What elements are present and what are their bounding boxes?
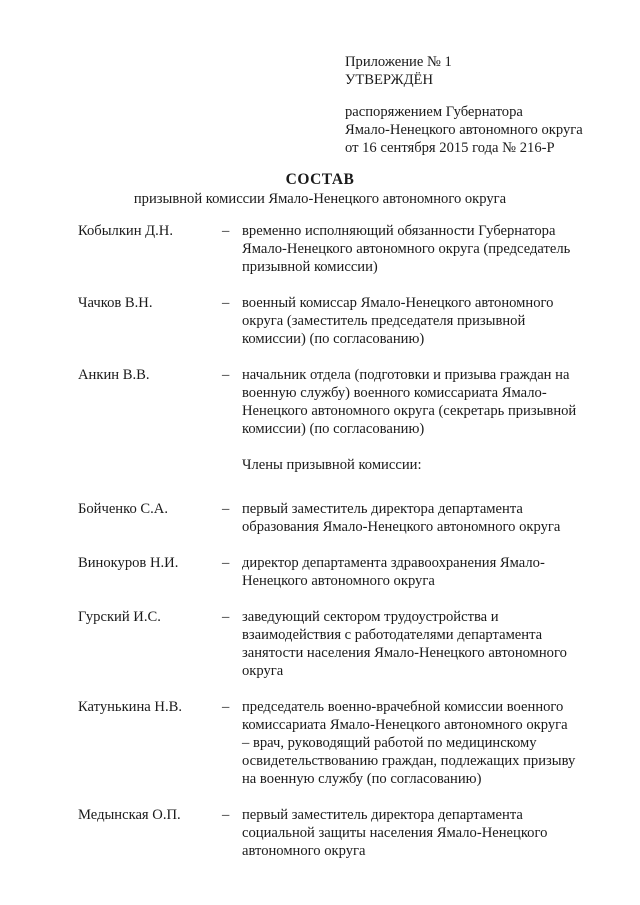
member-role: председатель военно-врачебной комиссии военного комиссариата Ямало-Ненецкого автономного округа – врач, руководящий работой по медицинскому освидетельствованию граждан, подлежащих призыву на военную службу (по согласованию) [242, 699, 576, 787]
approval-block [345, 53, 635, 157]
member-row [78, 698, 626, 788]
commission-list [78, 222, 626, 878]
member-role: временно исполняющий обязанности Губернатора Ямало-Ненецкого автономного округа (председатель призывной комиссии) [242, 223, 571, 275]
member-row [78, 366, 626, 438]
member-role: первый заместитель директора департамента социальной защиты населения Ямало-Ненецкого автономного округа [242, 807, 548, 859]
member-name: Медынская О.П. [78, 807, 181, 823]
member-row [78, 294, 626, 348]
title-heading: СОСТАВ [285, 171, 355, 188]
member-row [78, 806, 626, 860]
order-line-2: Ямало-Ненецкого автономного округа [345, 122, 583, 138]
member-role: военный комиссар Ямало-Ненецкого автономного округа (заместитель председателя призывной комиссии) (по согласованию) [242, 295, 554, 347]
member-role: начальник отдела (подготовки и призыва граждан на военную службу) военного комиссариата Ямало- Ненецкого автономного округа (секретарь призывной комиссии) (по согласованию) [242, 367, 577, 437]
order-line-3: от 16 сентября 2015 года № 216-Р [345, 140, 555, 156]
dash-separator: – [222, 367, 230, 383]
approved-stamp-text: УТВЕРЖДЁН [345, 72, 433, 88]
member-row [78, 222, 626, 276]
member-row [78, 608, 626, 680]
member-name: Анкин В.В. [78, 367, 150, 383]
title-subheading: призывной комиссии Ямало-Ненецкого автономного округа [133, 191, 507, 207]
dash-separator: – [222, 501, 230, 517]
members-section-heading: Члены призывной комиссии: [242, 457, 422, 473]
dash-separator: – [222, 223, 230, 239]
member-name: Гурский И.С. [78, 609, 161, 625]
member-role: заведующий сектором трудоустройства и взаимодействия с работодателями департамента занятости населения Ямало-Ненецкого автономного округа [242, 609, 567, 679]
member-role: директор департамента здравоохранения Ямало- Ненецкого автономного округа [242, 555, 545, 589]
order-line-1: распоряжением Губернатора [345, 104, 523, 120]
member-role: первый заместитель директора департамента образования Ямало-Ненецкого автономного округа [242, 501, 561, 535]
member-name: Винокуров Н.И. [78, 555, 179, 571]
document-title [0, 171, 640, 208]
dash-separator: – [222, 295, 230, 311]
dash-separator: – [222, 609, 230, 625]
appendix-number: Приложение № 1 [345, 54, 452, 70]
member-name: Катунькина Н.В. [78, 699, 182, 715]
member-name: Бойченко С.А. [78, 501, 168, 517]
member-row [78, 500, 626, 536]
member-name: Кобылкин Д.Н. [78, 223, 173, 239]
member-name: Чачков В.Н. [78, 295, 153, 311]
dash-separator: – [222, 807, 230, 823]
member-row [78, 554, 626, 590]
dash-separator: – [222, 699, 230, 715]
dash-separator: – [222, 555, 230, 571]
spacer [345, 89, 635, 103]
